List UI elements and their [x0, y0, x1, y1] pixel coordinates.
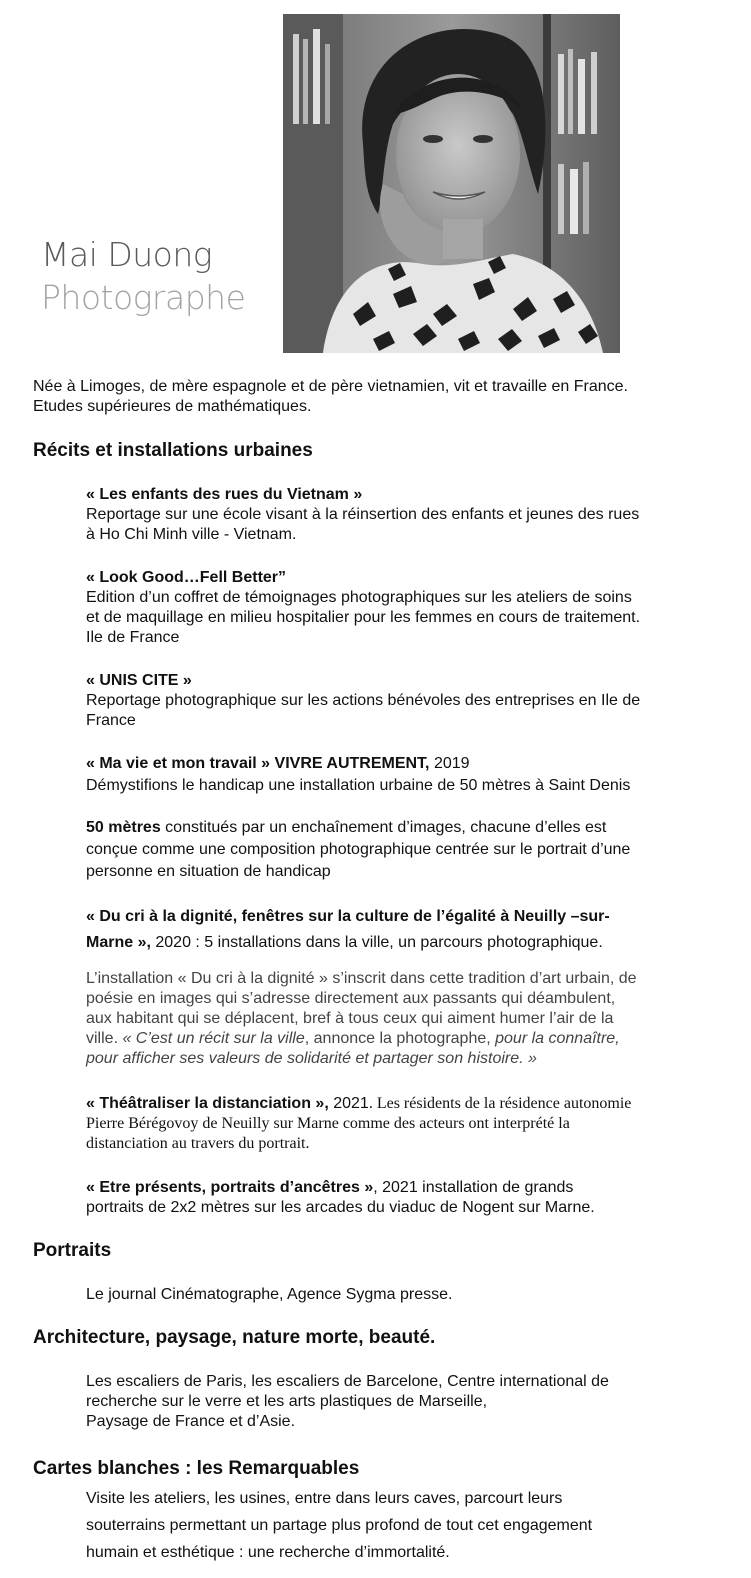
entry-year: 2019 [429, 755, 470, 772]
entry-line: , annonce la photographe, [304, 1030, 496, 1047]
entry-line: Pierre Bérégovoy de Neuilly sur Marne comme des acteurs ont interprété la [86, 1115, 570, 1132]
entry-installation-description [86, 969, 726, 1069]
entry-title: « Etre présents, portraits d’ancêtres » [86, 1179, 374, 1196]
portrait-photo [283, 14, 620, 353]
entry-line: constitués par un enchaînement d’images, chacune d’elles est [160, 819, 607, 836]
section-title-recits: Récits et installations urbaines [33, 440, 313, 461]
entry-line: Reportage sur une école visant à la réinsertion des enfants et jeunes des rues [86, 506, 640, 523]
entry-line: Reportage photographique sur les actions bénévoles des entreprises en Ile de [86, 692, 641, 709]
entry-line: souterrains permettant un partage plus profond de tout cet engagement [86, 1517, 593, 1534]
entry-line: Paysage de France et d’Asie. [86, 1413, 296, 1430]
entry-line: recherche sur le verre et les arts plastiques de Marseille, [86, 1393, 488, 1410]
entry-unis-cite [86, 671, 726, 731]
entry-quote: pour la connaître, [495, 1030, 620, 1047]
entry-title: « Ma vie et mon travail » VIVRE AUTREMENT, [86, 755, 430, 772]
entry-quote: « C’est un récit sur la ville [122, 1030, 305, 1047]
entry-line: aux habitant qui se déplacent, bref à tous ceux qui aiment humer l’air de la [86, 1010, 614, 1027]
entry-theatraliser [86, 1094, 726, 1154]
intro-line: Née à Limoges, de mère espagnole et de père vietnamien, vit et travaille en France. [33, 378, 628, 395]
portrait-illustration [283, 14, 620, 353]
entry-etre-presents [86, 1178, 726, 1218]
entry-quote: pour afficher ses valeurs de solidarité et partager son histoire. » [86, 1050, 537, 1067]
section-title-architecture: Architecture, paysage, nature morte, beauté. [33, 1327, 436, 1348]
cartes-blanches-paragraph [86, 1485, 726, 1566]
entry-title: « UNIS CITE » [86, 672, 192, 689]
entry-line: 2020 : 5 installations dans la ville, un parcours photographique. [150, 934, 603, 951]
entry-vivre-autrement [86, 753, 726, 797]
photographer-name: Mai Duong [41, 235, 213, 274]
portraits-line: Le journal Cinématographe, Agence Sygma presse. [86, 1286, 453, 1303]
entry-line: . Les résidents de la résidence autonomie [368, 1095, 632, 1112]
entry-line: conçue comme une composition photographique centrée sur le portrait d’une [86, 841, 631, 858]
entry-line: humain et esthétique : une recherche d’immortalité. [86, 1544, 450, 1561]
entry-line: à Ho Chi Minh ville - Vietnam. [86, 526, 297, 543]
photographer-role: Photographe [41, 278, 246, 317]
entry-line: ville. [86, 1030, 123, 1047]
entry-line: Ile de France [86, 629, 180, 646]
entry-line: L’installation « Du cri à la dignité » s’inscrit dans cette tradition d’art urbain, de [86, 970, 637, 987]
intro-paragraph [33, 377, 733, 417]
section-title-portraits: Portraits [33, 1240, 112, 1261]
entry-look-good [86, 568, 726, 648]
entry-title: « Look Good…Fell Better” [86, 569, 287, 586]
entry-du-cri [86, 904, 726, 956]
intro-line: Etudes supérieures de mathématiques. [33, 398, 312, 415]
section-title-cartes-blanches: Cartes blanches : les Remarquables [33, 1458, 360, 1479]
entry-title: « Théâtraliser la distanciation », [86, 1095, 329, 1112]
entry-title: « Du cri à la dignité, fenêtres sur la culture de l’égalité à Neuilly –sur- [86, 908, 610, 925]
entry-year: 2021 [328, 1095, 369, 1112]
entry-line: et de maquillage en milieu hospitalier pour les femmes en cours de traitement. [86, 609, 641, 626]
entry-title: Marne », [86, 934, 151, 951]
architecture-paragraph [86, 1372, 726, 1432]
entry-line: portraits de 2x2 mètres sur les arcades du viaduc de Nogent sur Marne. [86, 1199, 595, 1216]
entry-line: distanciation au travers du portrait. [86, 1135, 310, 1152]
entry-line: Les escaliers de Paris, les escaliers de Barcelone, Centre international de [86, 1373, 609, 1390]
entry-line: France [86, 712, 136, 729]
entry-50-metres [86, 817, 726, 883]
entry-line: Visite les ateliers, les usines, entre dans leurs caves, parcourt leurs [86, 1490, 563, 1507]
entry-line: poésie en images qui s’adresse directement aux passants qui déambulent, [86, 990, 616, 1007]
entry-line: , 2021 installation de grands [373, 1179, 574, 1196]
entry-title: « Les enfants des rues du Vietnam » [86, 486, 363, 503]
entry-line: personne en situation de handicap [86, 863, 331, 880]
entry-line: Edition d’un coffret de témoignages photographiques sur les ateliers de soins [86, 589, 632, 606]
entry-line: Démystifions le handicap une installation urbaine de 50 mètres à Saint Denis [86, 777, 631, 794]
entry-bold-lead: 50 mètres [86, 819, 161, 836]
entry-enfants-rues [86, 485, 726, 545]
